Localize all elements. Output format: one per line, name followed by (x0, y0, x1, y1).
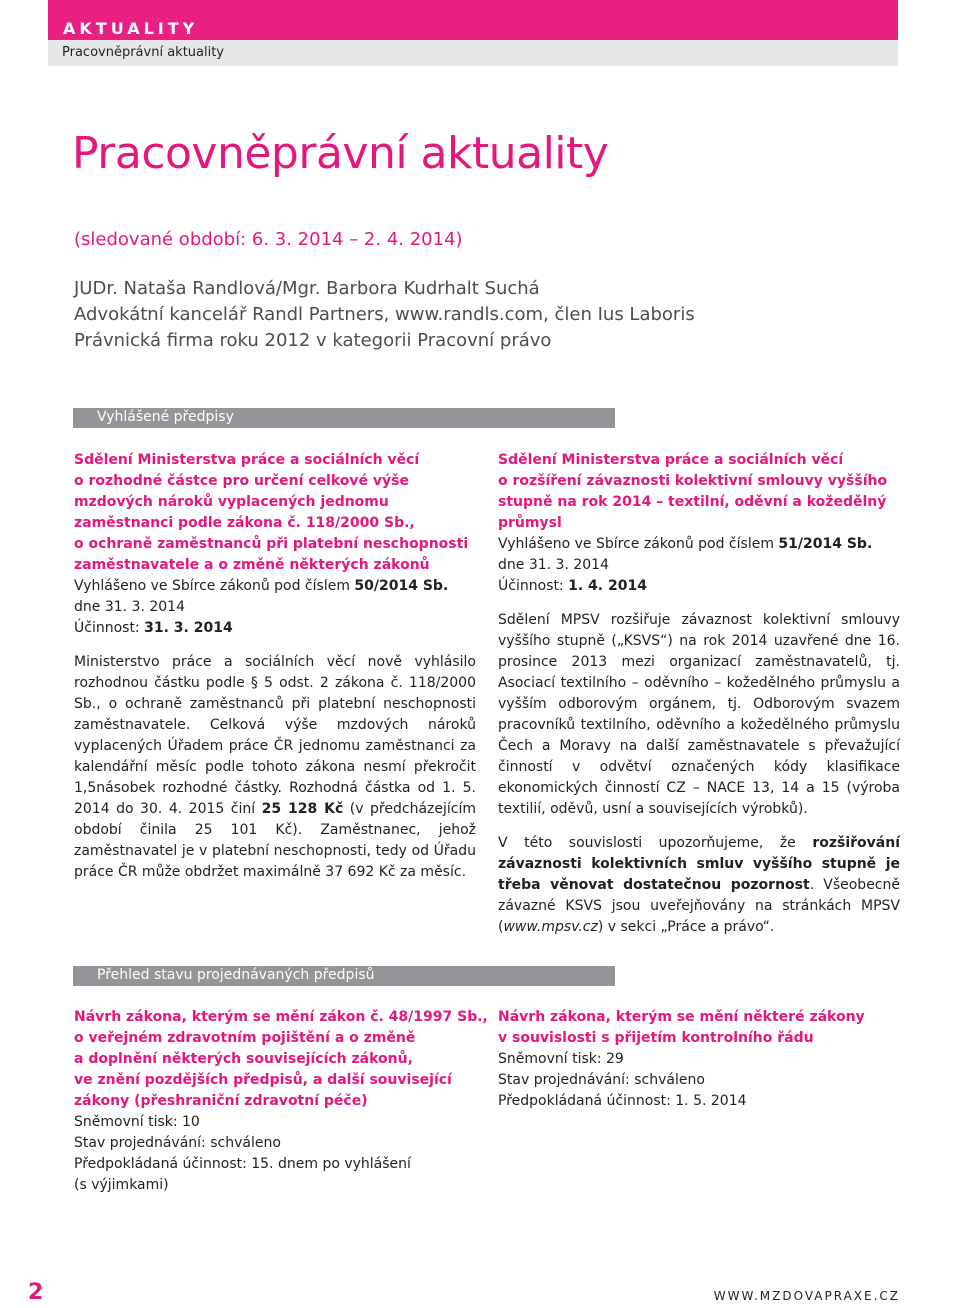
article-right-notice: V této souvislosti upozorňujeme, že rozšiřování závaznosti kolektivních smluv vyššího stupně je třeba věnovat dostatečnou pozornost. Všeobecně závazné KSVS jsou uveřejňovány na stránkách MPSV (www.mpsv.cz) v sekci „Práce a právo“. (498, 835, 900, 935)
subsection-label: Pracovněprávní aktuality (62, 45, 225, 60)
mpsv-link[interactable]: www.mpsv.cz (503, 919, 598, 935)
draft-left-title: Návrh zákona, kterým se mění zákon č. 48/1997 Sb., o veřejném zdravotním pojištění a o změně a doplnění některých souvisejících zákonů, ve znění pozdějších předpisů, a další související zákony (přeshraniční zdravotní péče) (74, 1009, 488, 1109)
author-names: JUDr. Nataša Randlová/Mgr. Barbora Kudrhalt Suchá (74, 278, 540, 299)
section-title-published: Vyhlášené předpisy (97, 409, 234, 425)
author-award: Právnická firma roku 2012 v kategorii Pracovní právo (74, 330, 552, 351)
draft-right-effective: Předpokládaná účinnost: 1. 5. 2014 (498, 1093, 747, 1109)
article-left-body: Ministerstvo práce a sociálních věcí nově vyhlásilo rozhodnou částku podle § 5 odst. 2 zákona č. 118/2000 Sb., o ochraně zaměstnanců při platební neschopnosti zaměstnavatele. Celková výše mzdových nároků vyplacených Úřadem práce ČR jednomu zaměstnanci za kalendářní měsíc podle tohoto zákona nesmí překročit 1,5násobek rozhodné částky. Rozhodná částka od 1. 5. 2014 do 30. 4. 2015 činí 25 128 Kč (v předcházejícím období činila 25 101 Kč). Zaměstnanec, jehož zaměstnavatel je v platební neschopnosti, tedy od Úřadu práce ČR může obdržet maximálně 37 692 Kč za měsíc. (74, 654, 476, 880)
page-number: 2 (28, 1280, 44, 1305)
section-bar-overview (73, 966, 615, 986)
period-subtitle: (sledované období: 6. 3. 2014 – 2. 4. 2014) (74, 229, 463, 250)
website-link[interactable]: WWW.MZDOVAPRAXE.CZ (713, 1289, 900, 1303)
section-header-bar (48, 0, 898, 40)
article-left-date: dne 31. 3. 2014 (74, 599, 185, 615)
page-title: Pracovněprávní aktuality (72, 128, 609, 179)
section-title-overview: Přehled stavu projednávaných předpisů (97, 967, 375, 983)
draft-left (74, 1007, 494, 1196)
article-left-effective: Účinnost: 31. 3. 2014 (74, 620, 233, 636)
article-right-effective: Účinnost: 1. 4. 2014 (498, 578, 647, 594)
draft-left-note: (s výjimkami) (74, 1177, 169, 1193)
article-right-title: Sdělení Ministerstva práce a sociálních věcí o rozšíření závaznosti kolektivní smlouvy vyššího stupně na rok 2014 – textilní, oděvní a kožedělný průmysl (498, 452, 888, 531)
article-left (74, 450, 476, 883)
draft-left-status: Stav projednávání: schváleno (74, 1135, 281, 1151)
article-right-date: dne 31. 3. 2014 (498, 557, 609, 573)
author-firm: Advokátní kancelář Randl Partners, www.randls.com, člen Ius Laboris (74, 304, 695, 325)
article-right-body: Sdělení MPSV rozšiřuje závaznost kolektivní smlouvy vyššího stupně („KSVS“) na rok 2014 uzavřené dne 16. prosince 2013 mezi organizací zaměstnavatelů, tj. Asociací textilního – oděvního – kožedělného průmyslu a vyšším odborovým orgánem, tj. Odborovým svazem pracovníků textilního, oděvního a kožedělného průmyslu Čech a Moravy na další zaměstnavatele s převažující činností v odvětví označených kódy klasifikace ekonomických činností CZ – NACE 13, 14 a 15 (výroba textilií, oděvů, usní a souvisejících výrobků). (498, 612, 900, 817)
draft-right-print: Sněmovní tisk: 29 (498, 1051, 624, 1067)
article-right (498, 450, 900, 938)
section-bar-published (73, 408, 615, 428)
draft-right-status: Stav projednávání: schváleno (498, 1072, 705, 1088)
draft-left-effective: Předpokládaná účinnost: 15. dnem po vyhlášení (74, 1156, 411, 1172)
draft-right-title: Návrh zákona, kterým se mění některé zákony v souvislosti s přijetím kontrolního řádu (498, 1009, 865, 1046)
draft-right (498, 1007, 900, 1112)
section-label: AKTUALITY (63, 19, 199, 38)
draft-left-print: Sněmovní tisk: 10 (74, 1114, 200, 1130)
article-right-published: Vyhlášeno ve Sbírce zákonů pod číslem 51/2014 Sb. (498, 536, 873, 552)
article-left-title: Sdělení Ministerstva práce a sociálních věcí o rozhodné částce pro určení celkové výše mzdových nároků vyplacených jednomu zaměstnanci podle zákona č. 118/2000 Sb., o ochraně zaměstnanců při platební neschopnosti zaměstnavatele a o změně některých zákonů (74, 452, 469, 573)
subsection-bar (48, 40, 898, 66)
article-left-published: Vyhlášeno ve Sbírce zákonů pod číslem 50/2014 Sb. (74, 578, 449, 594)
